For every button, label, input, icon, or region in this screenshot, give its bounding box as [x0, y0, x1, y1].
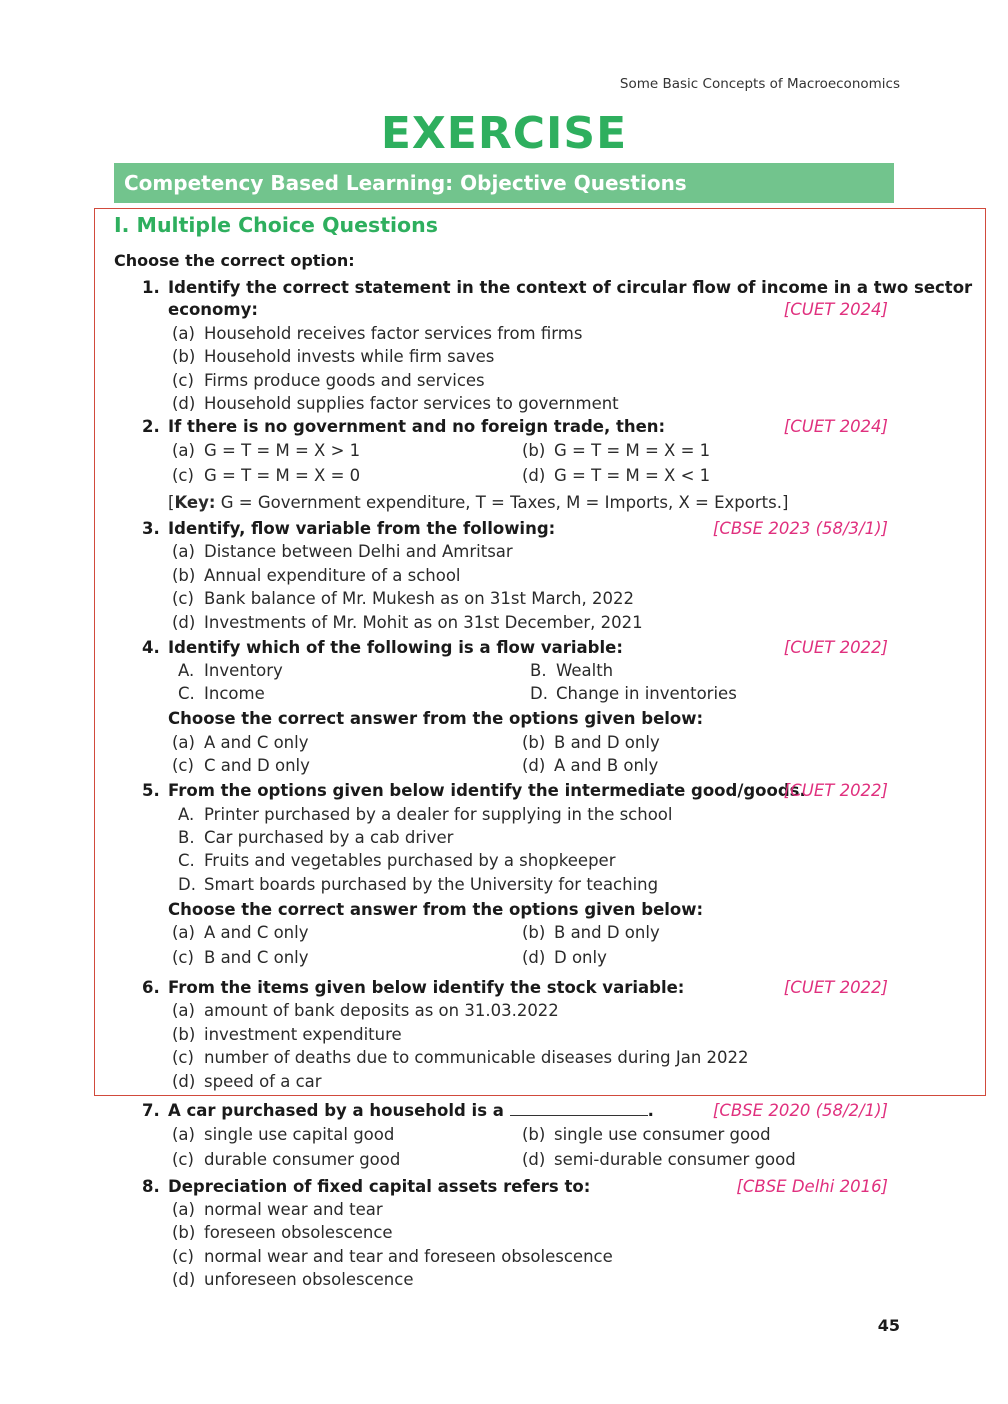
- running-head: Some Basic Concepts of Macroeconomics: [619, 76, 900, 92]
- item-label: A.: [178, 661, 195, 680]
- option-label: (c): [172, 371, 194, 390]
- option: [172, 371, 485, 391]
- source-tag: [CBSE 2020 (58/2/1)]: [712, 1101, 888, 1120]
- option-text: investment expenditure: [204, 1025, 402, 1044]
- item-text: Car purchased by a cab driver: [204, 828, 454, 847]
- question-text: Identify which of the following is a flow variable:: [168, 638, 623, 657]
- option: [522, 756, 658, 776]
- choose-instruction: Choose the correct answer from the options given below:: [168, 709, 704, 728]
- question-number: 5.: [142, 781, 160, 800]
- question-number: 6.: [142, 978, 160, 997]
- question-text-start: A car purchased by a household is a: [168, 1101, 504, 1120]
- option-text: Household receives factor services from firms: [204, 324, 583, 343]
- option: [172, 589, 634, 609]
- option-text: Distance between Delhi and Amritsar: [204, 542, 513, 561]
- option-label: (b): [172, 566, 196, 585]
- option-text: G = T = M = X > 1: [204, 441, 361, 460]
- item: [178, 875, 658, 895]
- option-label: (c): [172, 1048, 194, 1067]
- option-label: (a): [172, 1001, 195, 1020]
- option-label: (a): [172, 1125, 195, 1144]
- option-text: single use capital good: [204, 1125, 395, 1144]
- item: [178, 805, 673, 825]
- option-label: (d): [172, 394, 196, 413]
- option: [172, 948, 309, 968]
- option-text: Investments of Mr. Mohit as on 31st December, 2021: [204, 613, 643, 632]
- option: [172, 441, 360, 461]
- option-text: semi-durable consumer good: [554, 1150, 796, 1169]
- option-label: (b): [522, 441, 546, 460]
- option-text: speed of a car: [204, 1072, 322, 1091]
- question-text: From the items given below identify the stock variable:: [168, 978, 685, 997]
- item-label: C.: [178, 851, 195, 870]
- option: [172, 1200, 383, 1220]
- question-number: 2.: [142, 417, 160, 436]
- option-text: amount of bank deposits as on 31.03.2022: [204, 1001, 559, 1020]
- item-label: C.: [178, 684, 195, 703]
- question-text: economy:: [168, 300, 258, 319]
- key-note: [168, 493, 788, 513]
- item-text: Wealth: [556, 661, 614, 680]
- option-label: (c): [172, 948, 194, 967]
- option-label: (c): [172, 756, 194, 775]
- item-label: A.: [178, 805, 195, 824]
- option: [172, 1048, 749, 1068]
- source-tag: [CUET 2024]: [783, 417, 888, 436]
- option: [172, 613, 643, 633]
- option-text: unforeseen obsolescence: [204, 1270, 414, 1289]
- question-text: Identify the correct statement in the context of circular flow of income in a two sector: [168, 278, 973, 297]
- item-label: B.: [530, 661, 547, 680]
- option-label: (a): [172, 923, 195, 942]
- option-text: A and C only: [204, 923, 309, 942]
- source-tag: [CUET 2022]: [783, 781, 888, 800]
- option-label: (b): [172, 1025, 196, 1044]
- choose-instruction: Choose the correct answer from the options given below:: [168, 900, 704, 919]
- option-label: (c): [172, 1247, 194, 1266]
- question-text: If there is no government and no foreign trade, then:: [168, 417, 666, 436]
- option-text: G = T = M = X = 0: [204, 466, 361, 485]
- item: [178, 661, 283, 681]
- question-text-end: .: [647, 1101, 654, 1120]
- option-label: (c): [172, 1150, 194, 1169]
- option: [522, 441, 710, 461]
- option-text: B and C only: [204, 948, 309, 967]
- key-label: Key:: [174, 493, 216, 512]
- option: [172, 1072, 322, 1092]
- option: [172, 466, 360, 486]
- option: [172, 1223, 393, 1243]
- option: [172, 394, 619, 414]
- item-text: Change in inventories: [556, 684, 737, 703]
- question-number: 4.: [142, 638, 160, 657]
- item-text: Fruits and vegetables purchased by a shopkeeper: [204, 851, 616, 870]
- item-text: Income: [204, 684, 265, 703]
- option-text: Bank balance of Mr. Mukesh as on 31st March, 2022: [204, 589, 634, 608]
- option-label: (d): [522, 466, 546, 485]
- option-text: C and D only: [204, 756, 310, 775]
- option-label: (a): [172, 324, 195, 343]
- option-text: A and B only: [554, 756, 659, 775]
- question-number: 8.: [142, 1177, 160, 1196]
- option-text: A and C only: [204, 733, 309, 752]
- item-text: Inventory: [204, 661, 283, 680]
- option-text: D only: [554, 948, 607, 967]
- option-label: (a): [172, 542, 195, 561]
- item: [178, 684, 265, 704]
- option-text: normal wear and tear and foreseen obsolescence: [204, 1247, 613, 1266]
- option: [172, 1270, 414, 1290]
- option-text: number of deaths due to communicable diseases during Jan 2022: [204, 1048, 749, 1067]
- option: [522, 733, 660, 753]
- option-label: (d): [172, 1072, 196, 1091]
- option-text: G = T = M = X < 1: [554, 466, 711, 485]
- item: [530, 661, 613, 681]
- option-label: (a): [172, 1200, 195, 1219]
- option-text: Household supplies factor services to government: [204, 394, 619, 413]
- option-label: (b): [172, 347, 196, 366]
- question-number: 3.: [142, 519, 160, 538]
- option-text: durable consumer good: [204, 1150, 401, 1169]
- item: [530, 684, 737, 704]
- question-text: [168, 1101, 654, 1121]
- item-text: Printer purchased by a dealer for supplying in the school: [204, 805, 673, 824]
- answer-blank: [510, 1101, 648, 1116]
- option: [172, 566, 461, 586]
- option-label: (a): [172, 441, 195, 460]
- option-label: (d): [522, 948, 546, 967]
- option-label: (d): [172, 1270, 196, 1289]
- item-label: D.: [178, 875, 196, 894]
- item: [178, 851, 616, 871]
- option: [522, 948, 607, 968]
- option: [172, 756, 310, 776]
- option: [172, 1001, 559, 1021]
- question-text: From the options given below identify the intermediate good/goods.: [168, 781, 806, 800]
- option: [522, 923, 660, 943]
- option-label: (a): [172, 733, 195, 752]
- instruction: Choose the correct option:: [114, 251, 355, 270]
- source-tag: [CUET 2022]: [783, 638, 888, 657]
- item-text: Smart boards purchased by the University for teaching: [204, 875, 659, 894]
- option-text: Household invests while firm saves: [204, 347, 495, 366]
- source-tag: [CBSE 2023 (58/3/1)]: [712, 519, 888, 538]
- option-label: (d): [522, 1150, 546, 1169]
- option-text: Annual expenditure of a school: [204, 566, 461, 585]
- page-number: 45: [877, 1316, 900, 1335]
- item-label: B.: [178, 828, 195, 847]
- option: [172, 923, 309, 943]
- option: [172, 1247, 613, 1267]
- option: [522, 1150, 796, 1170]
- option-label: (c): [172, 466, 194, 485]
- item-label: D.: [530, 684, 548, 703]
- source-tag: [CBSE Delhi 2016]: [736, 1177, 888, 1196]
- key-bracket: [: [168, 493, 175, 512]
- option-text: foreseen obsolescence: [204, 1223, 393, 1242]
- question-number: 7.: [142, 1101, 160, 1120]
- option-label: (b): [522, 733, 546, 752]
- option: [172, 542, 513, 562]
- option: [172, 1125, 394, 1145]
- key-text: G = Government expenditure, T = Taxes, M = Imports, X = Exports.]: [215, 493, 789, 512]
- question-number: 1.: [142, 278, 160, 297]
- option-label: (c): [172, 589, 194, 608]
- option-text: single use consumer good: [554, 1125, 771, 1144]
- question-text: Depreciation of fixed capital assets refers to:: [168, 1177, 591, 1196]
- option: [522, 1125, 771, 1145]
- option-label: (b): [522, 1125, 546, 1144]
- option-label: (d): [172, 613, 196, 632]
- option: [172, 1025, 402, 1045]
- option: [172, 347, 494, 367]
- option-label: (b): [172, 1223, 196, 1242]
- option-text: B and D only: [554, 733, 660, 752]
- option-label: (b): [522, 923, 546, 942]
- option-text: Firms produce goods and services: [204, 371, 485, 390]
- exercise-title: EXERCISE: [380, 108, 628, 159]
- question-text: Identify, flow variable from the following:: [168, 519, 556, 538]
- option: [522, 466, 710, 486]
- option-label: (d): [522, 756, 546, 775]
- option-text: G = T = M = X = 1: [554, 441, 711, 460]
- item: [178, 828, 453, 848]
- option: [172, 324, 582, 344]
- section-heading: I. Multiple Choice Questions: [114, 213, 438, 237]
- source-tag: [CUET 2022]: [783, 978, 888, 997]
- option: [172, 733, 309, 753]
- option-text: normal wear and tear: [204, 1200, 383, 1219]
- source-tag: [CUET 2024]: [783, 300, 888, 319]
- section-banner: Competency Based Learning: Objective Questions: [114, 163, 894, 203]
- option-text: B and D only: [554, 923, 660, 942]
- option: [172, 1150, 400, 1170]
